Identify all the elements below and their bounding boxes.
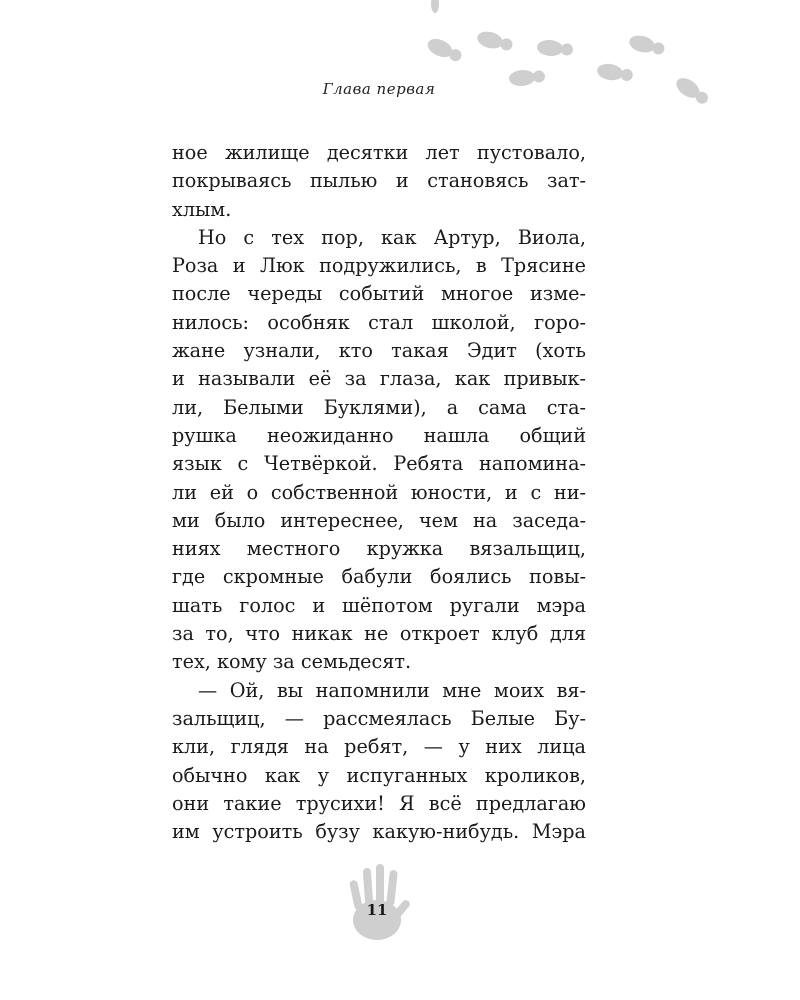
text-line: где скромные бабули боялись повы- bbox=[172, 565, 586, 589]
text-line: рушка неожиданно нашла общий bbox=[172, 423, 586, 447]
page-number: 11 bbox=[366, 901, 388, 919]
text-line: ное жилище десятки лет пустовало, bbox=[172, 141, 586, 164]
text-line: кли, глядя на ребят, — у них лица bbox=[172, 735, 586, 759]
text-line: зальщиц, — рассмеялась Белые Бу- bbox=[172, 706, 586, 730]
text-line: тех, кому за семьдесят. bbox=[172, 650, 412, 674]
text-line: Но с тех пор, как Артур, Виола, bbox=[198, 225, 586, 249]
text-line: язык с Четвёркой. Ребята напомина- bbox=[172, 452, 586, 476]
text-line: ми было интереснее, чем на заседа- bbox=[172, 508, 586, 532]
text-line: шать голос и шёпотом ругали мэра bbox=[172, 593, 586, 617]
text-line: ли ей о собственной юности, и с ни- bbox=[172, 480, 586, 504]
running-head: Глава первая bbox=[322, 80, 436, 98]
text-line: нилось: особняк стал школой, горо- bbox=[172, 310, 586, 334]
text-line: они такие трусихи! Я всё предлагаю bbox=[172, 791, 586, 815]
text-line: после череды событий многое изме- bbox=[172, 282, 586, 306]
text-line: жане узнали, кто такая Эдит (хоть bbox=[172, 339, 586, 363]
body-text bbox=[172, 139, 586, 846]
text-line: обычно как у испуганных кроликов, bbox=[172, 763, 586, 787]
text-line: ниях местного кружка вязальщиц, bbox=[172, 537, 586, 561]
text-line: и называли её за глаза, как привык- bbox=[172, 367, 586, 391]
text-line: Роза и Люк подружились, в Трясине bbox=[172, 254, 586, 278]
text-line: хлым. bbox=[172, 197, 232, 221]
text-line: им устроить бузу какую-нибудь. Мэра bbox=[172, 820, 586, 844]
text-line: покрываясь пылью и становясь зат- bbox=[172, 169, 586, 193]
text-line: за то, что никак не откроет клуб для bbox=[172, 622, 586, 646]
footprints-icon bbox=[410, 0, 720, 120]
text-line: — Ой, вы напомнили мне моих вя- bbox=[198, 678, 586, 702]
text-line: ли, Белыми Буклями), а сама ста- bbox=[172, 395, 586, 419]
